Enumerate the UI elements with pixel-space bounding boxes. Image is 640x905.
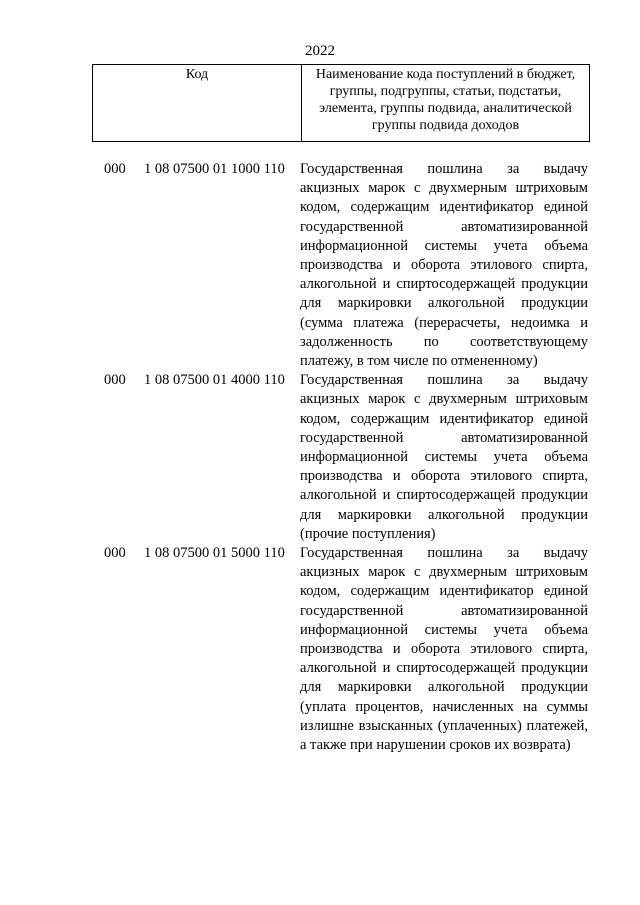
income-description: Государственная пошлина за выдачу акцизных марок с двухмерным штриховым кодом, содержащим идентификатор единой государственной автоматизированной информационной системы учета объема производства и оборота этилового спирта, алкогольной и спиртосодержащей продукции для маркировки алкогольной продукции (уплата процентов, начисленных на суммы излишне взысканных (уплаченных) платежей, а также при нарушении сроков их возврата) bbox=[300, 545, 588, 754]
income-code-row bbox=[0, 160, 640, 371]
header-table bbox=[92, 64, 590, 142]
income-description: Государственная пошлина за выдачу акцизных марок с двухмерным штриховым кодом, содержащим идентификатор единой государственной автоматизированной информационной системы учета объема производства и оборота этилового спирта, алкогольной и спиртосодержащей продукции для маркировки алкогольной продукции (прочие поступления) bbox=[300, 372, 588, 542]
header-row bbox=[93, 65, 590, 142]
income-code-list bbox=[0, 160, 640, 755]
admin-code: 000 bbox=[104, 545, 126, 562]
income-description: Государственная пошлина за выдачу акцизных марок с двухмерным штриховым кодом, содержащим идентификатор единой государственной автоматизированной информационной системы учета объема производства и оборота этилового спирта, алкогольной и спиртосодержащей продукции для маркировки алкогольной продукции (сумма платежа (перерасчеты, недоимка и задолженность по соответствующему платежу, в том числе по отмененному) bbox=[300, 161, 588, 370]
income-code-row bbox=[0, 371, 640, 544]
header-name-cell: Наименование кода поступлений в бюджет, группы, подгруппы, статьи, подстатьи, элемента, группы подвида, аналитической группы подвида доходов bbox=[302, 65, 590, 142]
admin-code: 000 bbox=[104, 372, 126, 389]
income-code: 1 08 07500 01 1000 110 bbox=[144, 161, 285, 177]
admin-code: 000 bbox=[104, 161, 126, 177]
income-code: 1 08 07500 01 4000 110 bbox=[144, 372, 285, 389]
income-code-row bbox=[0, 544, 640, 755]
header-code-cell: Код bbox=[93, 65, 302, 142]
income-code: 1 08 07500 01 5000 110 bbox=[144, 545, 285, 562]
page-number: 2022 bbox=[305, 43, 335, 59]
